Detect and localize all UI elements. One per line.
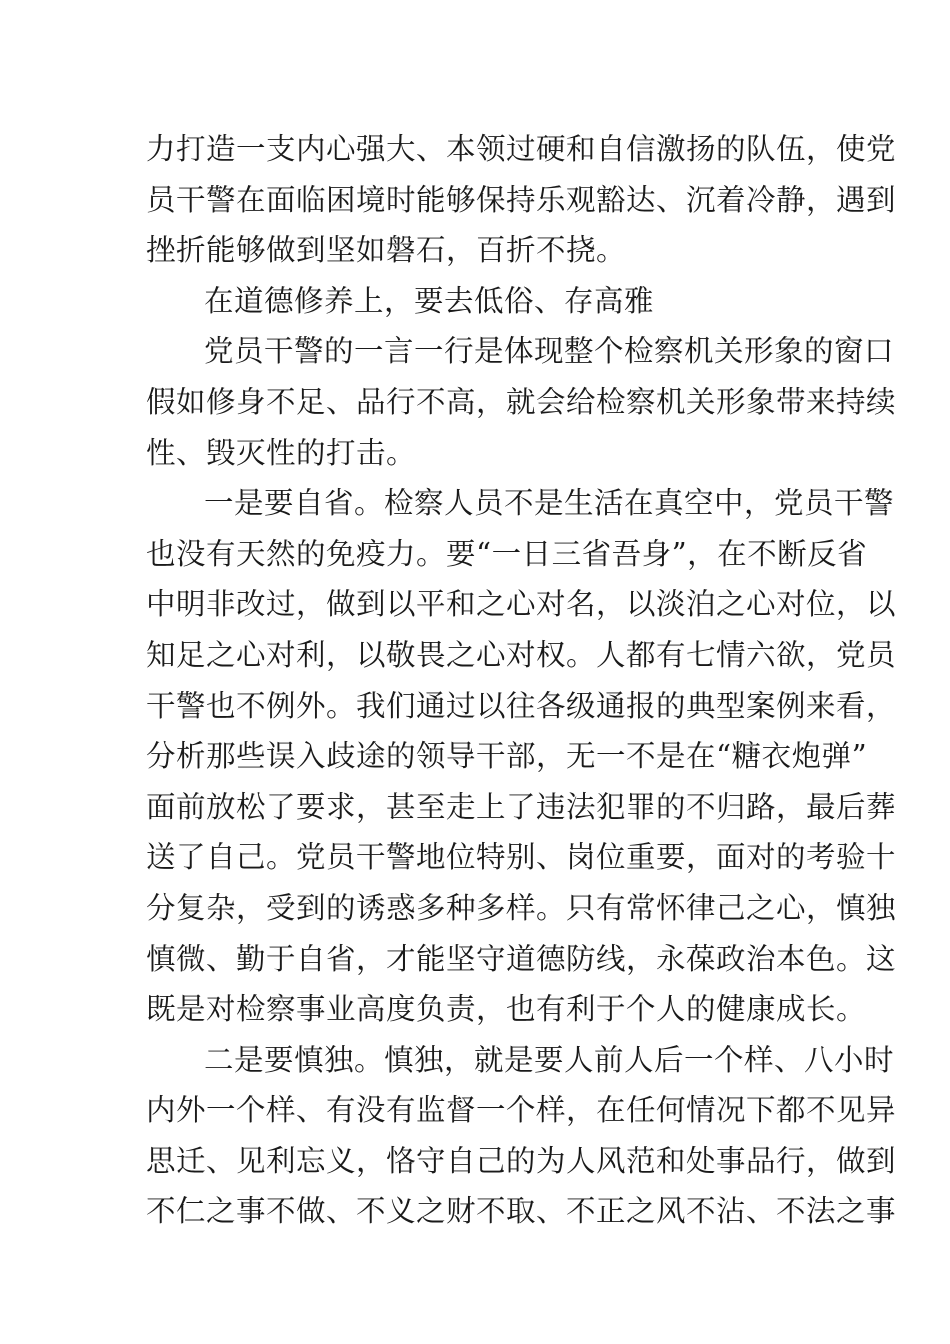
- text-line: 二是要慎独。慎独，就是要人前人后一个样、八小时: [204, 1042, 895, 1077]
- text-line: 也没有天然的免疫力。要“一日三省吾身”，在不断反省: [146, 536, 868, 571]
- text-line: 干警也不例外。我们通过以往各级通报的典型案例来看，: [146, 688, 897, 723]
- text-line: 在道德修养上，要去低俗、存高雅: [204, 283, 655, 318]
- text-line: 分复杂，受到的诱惑多种多样。只有常怀律己之心，慎独: [146, 890, 897, 925]
- text-line: 员干警在面临困境时能够保持乐观豁达、沉着冷静，遇到: [146, 182, 897, 217]
- text-line: 性、毁灭性的打击。: [146, 435, 417, 470]
- text-line: 思迁、见利忘义，恪守自己的为人风范和处事品行，做到: [146, 1143, 897, 1178]
- text-line: 慎微、勤于自省，才能坚守道德防线，永葆政治本色。这: [146, 941, 897, 976]
- text-line: 内外一个样、有没有监督一个样，在任何情况下都不见异: [146, 1093, 897, 1128]
- text-line: 面前放松了要求，甚至走上了违法犯罪的不归路，最后葬: [146, 789, 897, 824]
- text-line: 中明非改过，做到以平和之心对名，以淡泊之心对位，以: [146, 587, 897, 622]
- text-line: 分析那些误入歧途的领导干部，无一不是在“糖衣炮弹”: [146, 739, 868, 774]
- text-line: 送了自己。党员干警地位特别、岗位重要，面对的考验十: [146, 840, 897, 875]
- text-line: 不仁之事不做、不义之财不取、不正之风不沾、不法之事: [146, 1194, 897, 1229]
- text-line: 力打造一支内心强大、本领过硬和自信激扬的队伍，使党: [146, 132, 897, 166]
- text-line: 挫折能够做到坚如磐石，百折不挠。: [146, 233, 627, 268]
- text-line: 一是要自省。检察人员不是生活在真空中，党员干警: [204, 486, 895, 521]
- text-line: 假如修身不足、品行不高，就会给检察机关形象带来持续: [146, 384, 897, 419]
- body-text: [146, 124, 897, 1237]
- text-line: 既是对检察事业高度负责，也有利于个人的健康成长。: [146, 992, 867, 1027]
- text-line: 党员干警的一言一行是体现整个检察机关形象的窗口: [204, 334, 895, 369]
- text-line: 知足之心对利，以敬畏之心对权。人都有七情六欲，党员: [146, 637, 897, 672]
